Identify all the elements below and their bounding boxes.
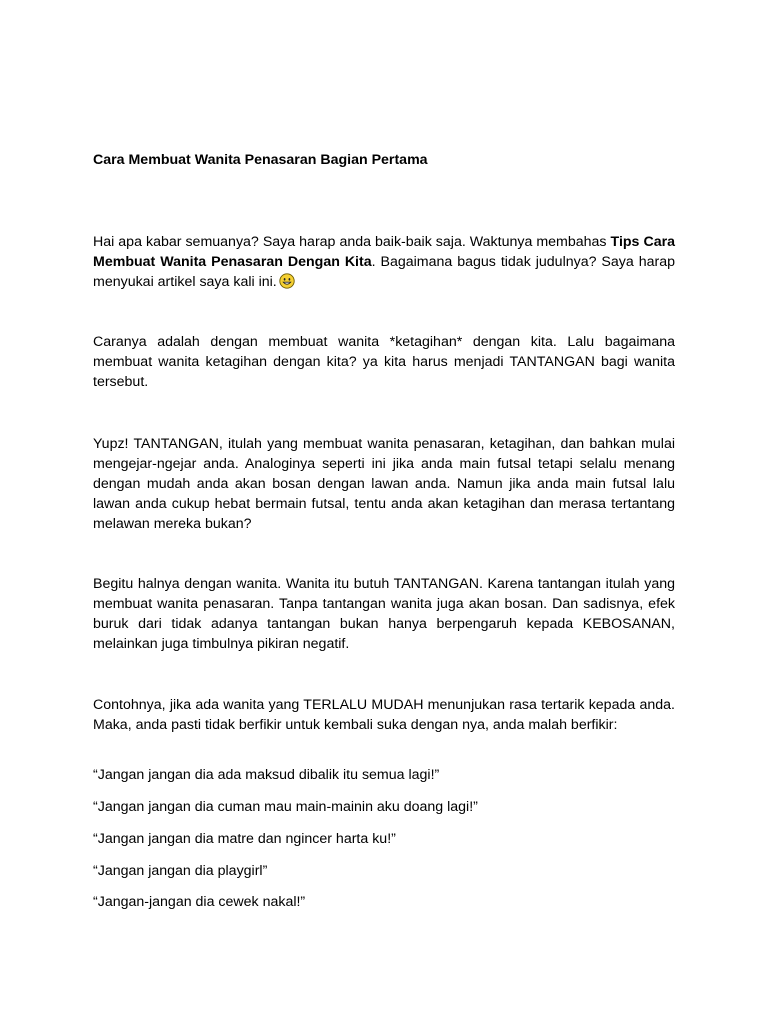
quote-line: “Jangan jangan dia matre dan ngincer harta ku!” xyxy=(93,831,396,847)
smiley-face-icon xyxy=(279,273,295,289)
document-page xyxy=(93,0,675,1024)
paragraph-intro xyxy=(93,232,675,292)
intro-text-end: . Bagaimana bagus tidak judulnya? Saya harap menyukai artikel saya kali ini. xyxy=(93,254,675,290)
intro-text-start: Hai apa kabar semuanya? Saya harap anda baik-baik saja. Waktunya membahas xyxy=(93,234,611,250)
paragraph-contohnya: Contohnya, jika ada wanita yang TERLALU MUDAH menunjukan rasa tertarik kepada anda. Maka, anda pasti tidak berfikir untuk kembali suka dengan nya, anda malah berfikir: xyxy=(93,697,675,733)
quote-line: “Jangan jangan dia cuman mau main-mainin aku doang lagi!” xyxy=(93,799,478,815)
paragraph-ketagihan: Caranya adalah dengan membuat wanita *ketagihan* dengan kita. Lalu bagaimana membuat wanita ketagihan dengan kita? ya kita harus menjadi TANTANGAN bagi wanita tersebut. xyxy=(93,334,675,390)
intro-bold-topic: Tips Cara Membuat Wanita Penasaran Dengan Kita xyxy=(93,234,675,270)
paragraph-wanita-butuh-tantangan: Begitu halnya dengan wanita. Wanita itu butuh TANTANGAN. Karena tantangan itulah yang membuat wanita penasaran. Tanpa tantangan wanita juga akan bosan. Dan sadisnya, efek buruk dari tidak adanya tantangan bukan hanya berpengaruh kepada KEBOSANAN, melainkan juga timbulnya pikiran negatif. xyxy=(93,576,675,652)
document-title: Cara Membuat Wanita Penasaran Bagian Pertama xyxy=(93,152,428,168)
quote-line: “Jangan-jangan dia cewek nakal!” xyxy=(93,894,306,910)
quote-line: “Jangan jangan dia ada maksud dibalik itu semua lagi!” xyxy=(93,767,440,783)
paragraph-tantangan: Yupz! TANTANGAN, itulah yang membuat wanita penasaran, ketagihan, dan bahkan mulai mengejar-ngejar anda. Analoginya seperti ini jika anda main futsal tetapi selalu menang dengan mudah anda akan bosan dengan lawan anda. Namun jika anda main futsal lalu lawan anda cukup hebat bermain futsal, tentu anda akan ketagihan dan merasa tertantang melawan mereka bukan? xyxy=(93,436,675,532)
quote-line: “Jangan jangan dia playgirl” xyxy=(93,863,268,879)
